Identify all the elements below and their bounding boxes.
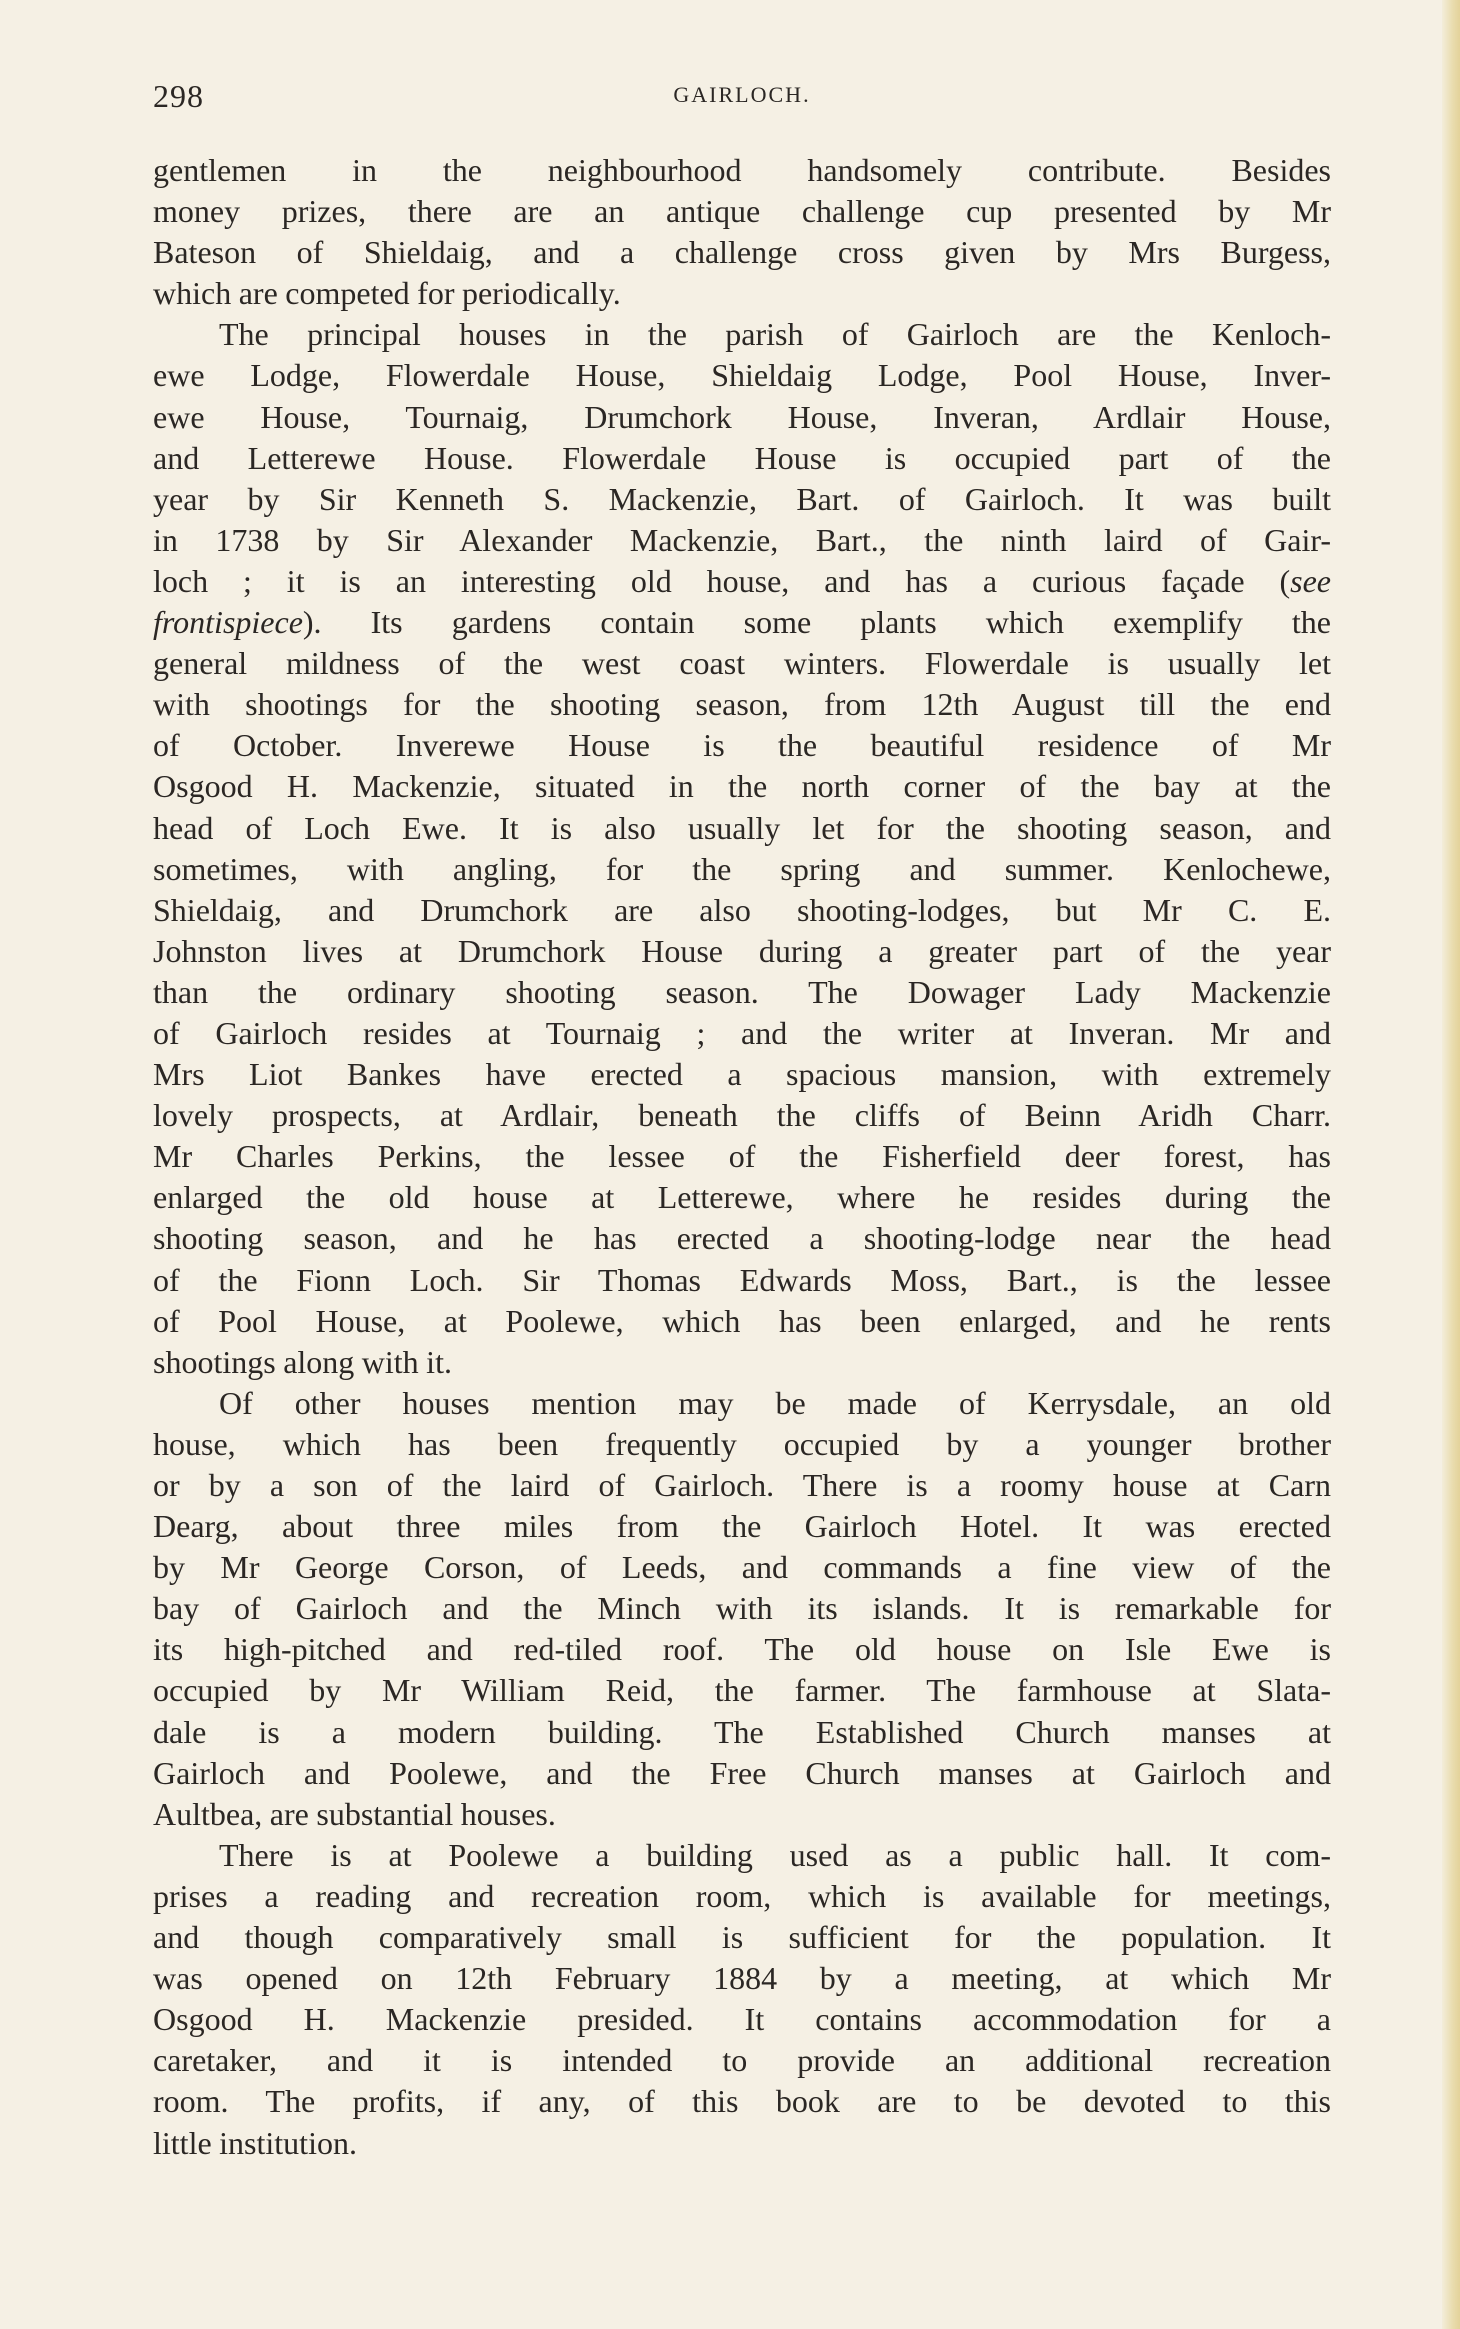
text-line: of the Fionn Loch. Sir Thomas Edwards Moss, Bart., is the lessee xyxy=(153,1261,1331,1298)
text-line: prises a reading and recreation room, which is available for meetings, xyxy=(153,1877,1331,1914)
text-line: by Mr George Corson, of Leeds, and commands a fine view of the xyxy=(153,1549,1331,1586)
text-line: There is at Poolewe a building used as a public hall. It com- xyxy=(219,1836,1331,1873)
text-line: ewe Lodge, Flowerdale House, Shieldaig Lodge, Pool House, Inver- xyxy=(153,357,1331,394)
text-line: which are competed for periodically. xyxy=(153,275,621,312)
paragraph xyxy=(153,1383,1331,1835)
text-line: The principal houses in the parish of Gairloch are the Kenloch- xyxy=(219,316,1331,353)
text-line: Osgood H. Mackenzie, situated in the north corner of the bay at the xyxy=(153,768,1331,805)
paragraph xyxy=(153,150,1331,314)
text-line: and Letterewe House. Flowerdale House is occupied part of the xyxy=(153,439,1331,476)
text-line: caretaker, and it is intended to provide an additional recreation xyxy=(153,2042,1331,2079)
text-line: money prizes, there are an antique challenge cup presented by Mr xyxy=(153,193,1331,230)
text-line: Gairloch and Poolewe, and the Free Church manses at Gairloch and xyxy=(153,1754,1331,1791)
text-line: was opened on 12th February 1884 by a meeting, at which Mr xyxy=(153,1960,1331,1997)
running-title: GAIRLOCH. xyxy=(673,82,811,107)
text-line: Bateson of Shieldaig, and a challenge cross given by Mrs Burgess, xyxy=(153,234,1331,271)
text-line: Johnston lives at Drumchork House during a greater part of the year xyxy=(153,932,1331,969)
page-edge xyxy=(1442,0,1460,2329)
text-line: or by a son of the laird of Gairloch. There is a roomy house at Carn xyxy=(153,1467,1331,1503)
paragraph xyxy=(153,1835,1331,2164)
text-line: of October. Inverewe House is the beautiful residence of Mr xyxy=(153,727,1331,764)
body-text xyxy=(153,150,1331,2164)
text-line: dale is a modern building. The Established Church manses at xyxy=(153,1713,1331,1750)
text-line: with shootings for the shooting season, from 12th August till the end xyxy=(153,686,1331,723)
running-head xyxy=(153,78,1331,118)
text-line: frontispiece). Its gardens contain some plants which exemplify the xyxy=(153,604,1331,641)
text-line: occupied by Mr William Reid, the farmer. The farmhouse at Slata- xyxy=(153,1672,1331,1709)
text-line: lovely prospects, at Ardlair, beneath the cliffs of Beinn Aridh Charr. xyxy=(153,1097,1331,1134)
text-line: loch ; it is an interesting old house, and has a curious façade (see xyxy=(153,562,1331,599)
text-line: general mildness of the west coast winters. Flowerdale is usually let xyxy=(153,645,1331,682)
paragraph xyxy=(153,314,1331,1382)
text-line: its high-pitched and red-tiled roof. The old house on Isle Ewe is xyxy=(153,1631,1331,1668)
text-line: than the ordinary shooting season. The Dowager Lady Mackenzie xyxy=(153,973,1331,1010)
text-line: bay of Gairloch and the Minch with its islands. It is remarkable for xyxy=(153,1590,1331,1627)
text-line: head of Loch Ewe. It is also usually let for the shooting season, and xyxy=(153,809,1331,846)
text-line: year by Sir Kenneth S. Mackenzie, Bart. of Gairloch. It was built xyxy=(153,480,1331,517)
text-line: of Gairloch resides at Tournaig ; and the writer at Inveran. Mr and xyxy=(153,1014,1331,1051)
text-line: in 1738 by Sir Alexander Mackenzie, Bart., the ninth laird of Gair- xyxy=(153,521,1331,558)
text-line: Mr Charles Perkins, the lessee of the Fisherfield deer forest, has xyxy=(153,1138,1331,1175)
text-line: room. The profits, if any, of this book are to be devoted to this xyxy=(153,2083,1331,2120)
text-line: and though comparatively small is sufficient for the population. It xyxy=(153,1919,1331,1956)
text-line: Of other houses mention may be made of Kerrysdale, an old xyxy=(219,1384,1331,1421)
text-line: shootings along with it. xyxy=(153,1343,452,1380)
text-line: little institution. xyxy=(153,2124,357,2161)
text-line: Osgood H. Mackenzie presided. It contains accommodation for a xyxy=(153,2001,1331,2038)
text-line: Shieldaig, and Drumchork are also shooting-lodges, but Mr C. E. xyxy=(153,891,1331,928)
text-line: of Pool House, at Poolewe, which has been enlarged, and he rents xyxy=(153,1302,1331,1339)
text-line: ewe House, Tournaig, Drumchork House, Inveran, Ardlair House, xyxy=(153,398,1331,435)
text-line: enlarged the old house at Letterewe, where he resides during the xyxy=(153,1179,1331,1216)
text-line: Aultbea, are substantial houses. xyxy=(153,1795,556,1832)
text-line: sometimes, with angling, for the spring and summer. Kenlochewe, xyxy=(153,850,1331,887)
text-line: Dearg, about three miles from the Gairloch Hotel. It was erected xyxy=(153,1508,1331,1545)
text-line: shooting season, and he has erected a shooting-lodge near the head xyxy=(153,1220,1331,1257)
text-line: gentlemen in the neighbourhood handsomely contribute. Besides xyxy=(153,152,1331,188)
text-line: Mrs Liot Bankes have erected a spacious mansion, with extremely xyxy=(153,1056,1331,1093)
page-number: 298 xyxy=(153,78,204,114)
text-line: house, which has been frequently occupied by a younger brother xyxy=(153,1425,1331,1462)
